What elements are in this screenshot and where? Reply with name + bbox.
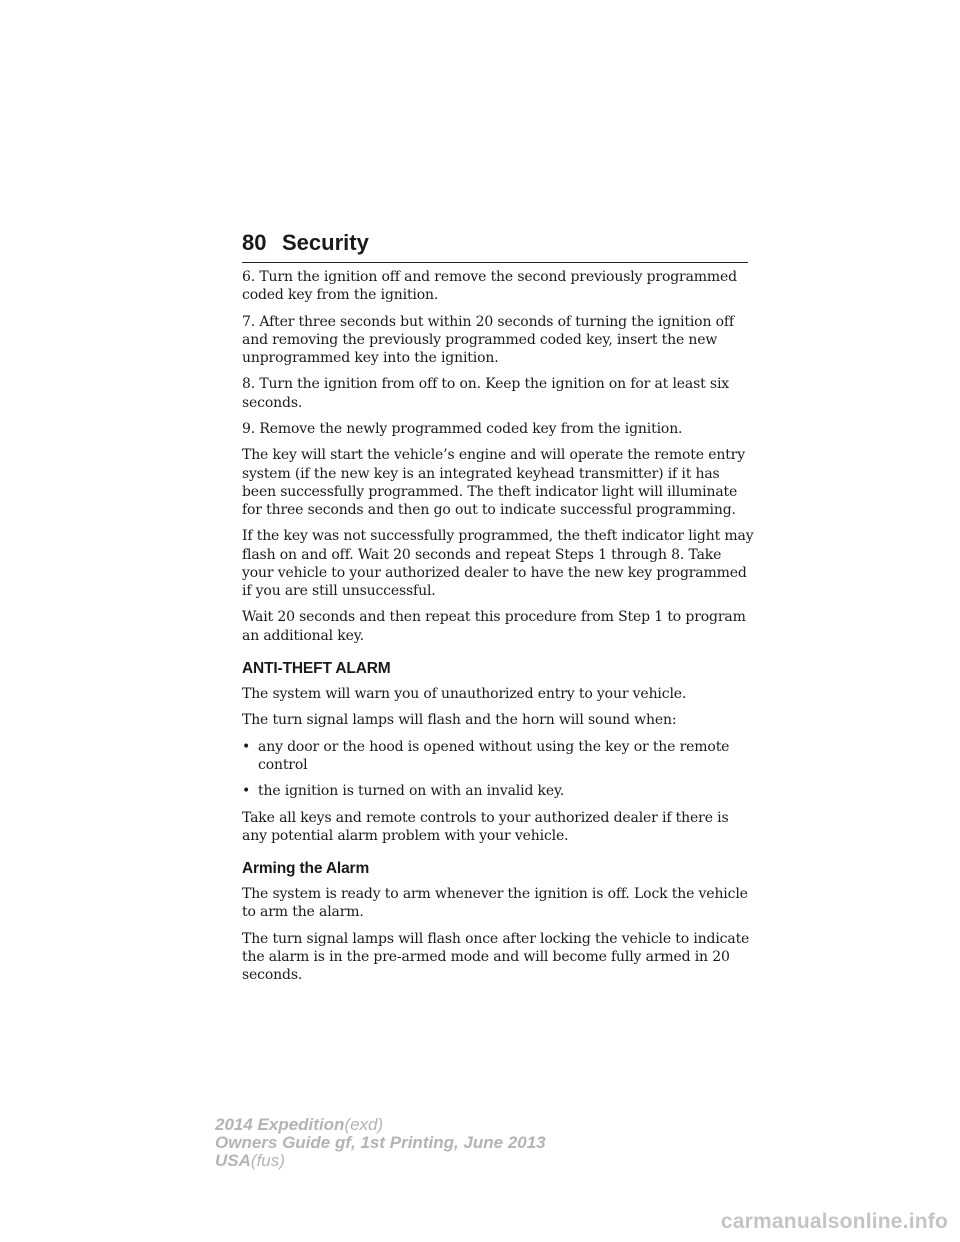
document-footer <box>215 1116 546 1170</box>
paragraph-step-7: 7. After three seconds but within 20 seconds of turning the ignition off and removing the previously programmed coded key, insert the new unprogrammed key into the ignition. <box>242 313 734 366</box>
footer-model: 2014 Expedition <box>215 1115 345 1134</box>
bullet-glyph: • <box>242 783 251 800</box>
page-content <box>242 268 754 992</box>
section-title: Security <box>282 230 369 255</box>
paragraph-step-6: 6. Turn the ignition off and remove the second previously programmed coded key from the ignition. <box>242 269 737 304</box>
footer-line-model <box>215 1116 546 1134</box>
paragraph-alarm-conditions: The turn signal lamps will flash and the horn will sound when: <box>242 712 677 729</box>
paragraph-repeat: Wait 20 seconds and then repeat this procedure from Step 1 to program an additional key. <box>242 609 746 644</box>
footer-market: USA <box>215 1151 251 1170</box>
heading-arming-the-alarm: Arming the Alarm <box>242 859 370 877</box>
footer-model-code: (exd) <box>344 1115 384 1134</box>
paragraph-key-start: The key will start the vehicle’s engine and will operate the remote entry system (if the new key is an integrated keyhead transmitter) if it has been successfully programmed. The theft indicator light will illuminate for three seconds and then go out to indicate successful programming. <box>242 447 745 518</box>
heading-anti-theft-alarm: ANTI-THEFT ALARM <box>242 659 391 677</box>
paragraph-ready-to-arm: The system is ready to arm whenever the ignition is off. Lock the vehicle to arm the alarm. <box>242 885 748 921</box>
paragraph-pre-armed: The turn signal lamps will flash once after locking the vehicle to indicate the alarm is in the pre-armed mode and will become fully armed in 20 seconds. <box>242 930 750 983</box>
list-item <box>242 738 754 774</box>
list-item-text: any door or the hood is opened without using the key or the remote control <box>258 738 730 773</box>
paragraph-alarm-problem: Take all keys and remote controls to your authorized dealer if there is any potential alarm problem with your vehicle. <box>242 809 729 844</box>
paragraph-alarm-warning: The system will warn you of unauthorized entry to your vehicle. <box>242 685 687 702</box>
paragraph-not-programmed: If the key was not successfully programmed, the theft indicator light may flash on and off. Wait 20 seconds and repeat Steps 1 through 8. Take your vehicle to your authorized dealer to have the new key programmed if you are still unsuccessful. <box>242 528 754 599</box>
alarm-conditions-list <box>242 738 754 801</box>
list-item-text: the ignition is turned on with an invalid key. <box>258 783 565 800</box>
watermark-text: carmanualsonline.info <box>720 1210 948 1233</box>
bullet-glyph: • <box>242 738 251 755</box>
paragraph-step-8: 8. Turn the ignition from off to on. Keep the ignition on for at least six seconds. <box>242 376 730 411</box>
list-item <box>242 782 754 800</box>
page-number: 80 <box>242 230 267 255</box>
footer-market-code: (fus) <box>250 1151 285 1170</box>
paragraph-step-9: 9. Remove the newly programmed coded key from the ignition. <box>242 420 683 437</box>
page-header <box>242 228 748 263</box>
footer-line-guide: Owners Guide gf, 1st Printing, June 2013 <box>215 1133 546 1152</box>
footer-line-market <box>215 1152 546 1170</box>
